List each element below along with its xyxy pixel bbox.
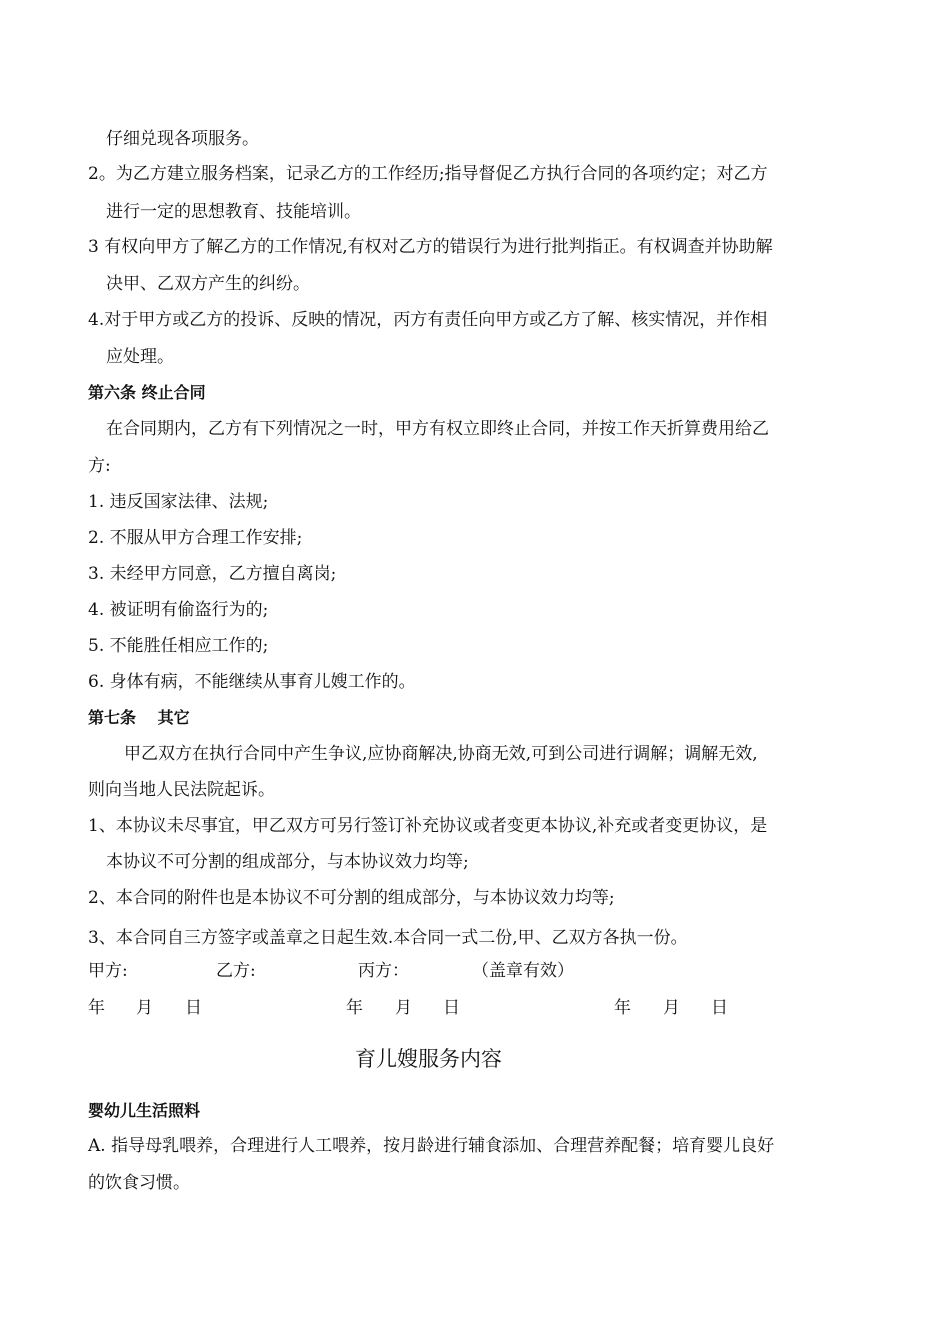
text-line: 仔细兑现各项服务。: [106, 129, 259, 149]
party-c-label: 丙方：: [358, 961, 409, 981]
text-line: 1、本协议未尽事宜，甲乙双方可另行签订补充协议或者变更本协议,补充或者变更协议，是: [88, 816, 768, 836]
party-b-label: 乙方:: [216, 961, 256, 981]
date-day: 日: [185, 998, 202, 1018]
signature-row: [0, 960, 950, 984]
section-heading-7: 第七条 其它: [88, 708, 190, 727]
date-year: 年: [346, 998, 363, 1018]
date-month: 月: [395, 998, 412, 1018]
text-line: A. 指导母乳喂养，合理进行人工喂养，按月龄进行辅食添加、合理营养配餐；培育婴儿良好: [88, 1136, 775, 1156]
subsection-heading: 婴幼儿生活照料: [88, 1101, 201, 1120]
date-month: 月: [663, 998, 680, 1018]
text-line: 决甲、乙双方产生的纠纷。: [106, 274, 310, 294]
list-item: 3. 未经甲方同意，乙方擅自离岗;: [88, 564, 337, 584]
section-title: 育儿嫂服务内容: [355, 1047, 502, 1071]
date-year: 年: [88, 998, 105, 1018]
text-line: 的饮食习惯。: [88, 1173, 190, 1193]
list-item: 6. 身体有病，不能继续从事育儿嫂工作的。: [88, 672, 416, 692]
text-line: 3、本合同自三方签字或盖章之日起生效.本合同一式二份,甲、乙双方各执一份。: [88, 928, 688, 948]
text-line: 3 有权向甲方了解乙方的工作情况,有权对乙方的错误行为进行批判指正。有权调查并协助解: [88, 237, 773, 257]
date-day: 日: [711, 998, 728, 1018]
date-day: 日: [443, 998, 460, 1018]
list-item: 4. 被证明有偷盗行为的;: [88, 600, 269, 620]
list-item: 2. 不服从甲方合理工作安排;: [88, 528, 303, 548]
party-a-label: 甲方:: [88, 961, 128, 981]
text-line: 则向当地人民法院起诉。: [88, 780, 275, 800]
date-row: [0, 997, 950, 1021]
seal-note: （盖章有效）: [472, 961, 574, 981]
date-month: 月: [136, 998, 153, 1018]
text-line: 在合同期内，乙方有下列情况之一时，甲方有权立即终止合同，并按工作天折算费用给乙: [106, 419, 769, 439]
text-line: 甲乙双方在执行合同中产生争议,应协商解决,协商无效,可到公司进行调解；调解无效,: [124, 744, 758, 764]
text-line: 2。为乙方建立服务档案，记录乙方的工作经历;指导督促乙方执行合同的各项约定；对乙方: [88, 164, 768, 184]
list-item: 5. 不能胜任相应工作的;: [88, 636, 269, 656]
section-heading-6: 第六条 终止合同: [88, 383, 206, 402]
date-year: 年: [614, 998, 631, 1018]
text-line: 本协议不可分割的组成部分，与本协议效力均等;: [106, 852, 469, 872]
text-line: 应处理。: [106, 347, 174, 367]
text-line: 进行一定的思想教育、技能培训。: [106, 202, 361, 222]
text-line: 方:: [88, 456, 111, 476]
text-line: 4.对于甲方或乙方的投诉、反映的情况，丙方有责任向甲方或乙方了解、核实情况，并作相: [88, 310, 768, 330]
list-item: 1. 违反国家法律、法规;: [88, 492, 269, 512]
text-line: 2、本合同的附件也是本协议不可分割的组成部分，与本协议效力均等;: [88, 888, 615, 908]
